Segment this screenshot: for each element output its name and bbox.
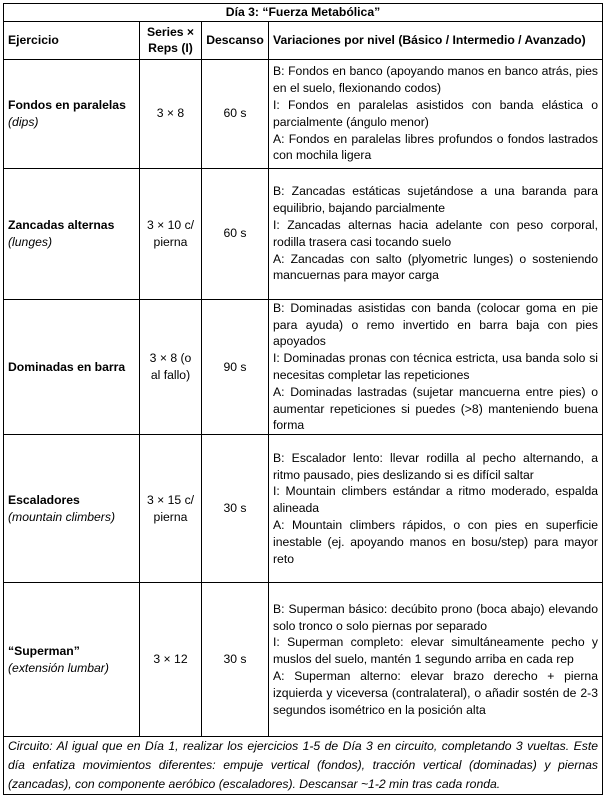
variations-cell [269,583,603,737]
exercise-name: Zancadas alternas [8,218,115,232]
variation-basic: B: Zancadas estáticas sujetándose a una baranda para equilibrio, bajando parcialmente [273,184,598,216]
variation-basic: B: Fondos en banco (apoyando manos en banco atrás, pies en el suelo, flexionando codos) [273,64,598,96]
variation-advanced: A: Fondos en paralelas libres profundos o fondos lastrados con mochila ligera [273,131,598,163]
sets-reps-cell: 3 × 8 [140,59,202,168]
exercise-subtitle: (extensión lumbar) [8,660,109,675]
sets-reps-cell: 3 × 8 (o al fallo) [140,299,202,434]
circuit-note: Circuito: Al igual que en Día 1, realizar los ejercicios 1-5 de Día 3 en circuito, completando 3 vueltas. Este día enfatiza movimientos diferentes: empuje vertical (fondos), tracción vertical (dominadas) y piernas (zancadas), con componente aeróbico (escaladores). Descansar ~1-2 min tras cada ronda. [4,737,603,795]
header-sets-reps: Series × Reps (I) [140,21,202,59]
variation-advanced: A: Superman alterno: elevar brazo derecho + pierna izquierda y viceversa (contralateral), o añadir sostén de 2-3 segundos isométrico en la posición alta [273,669,598,717]
variations-cell [269,299,603,434]
variation-advanced: A: Dominadas lastradas (sujetar mancuerna entre pies) o aumentar repeticiones si puedes (>8) manteniendo buena forma [273,384,598,433]
variation-intermediate: I: Superman completo: elevar simultáneamente pecho y muslos del suelo, mantén 1 segundo arriba en cada rep [273,635,598,667]
variations-cell [269,59,603,168]
sets-reps-cell: 3 × 10 c/ pierna [140,168,202,299]
variation-intermediate: I: Dominadas pronas con técnica estricta, usa banda solo si necesitas completar las repeticiones [273,351,598,382]
variations-cell [269,168,603,299]
variation-intermediate: I: Zancadas alternas hacia adelante con peso corporal, rodilla trasera casi tocando suelo [273,218,598,249]
rest-cell: 30 s [202,435,269,583]
variation-advanced: A: Zancadas con salto (plyometric lunges) o sosteniendo mancuernas para mayor carga [273,251,598,283]
header-variations: Variaciones por nivel (Básico / Intermedio / Avanzado) [269,21,603,59]
table-row [4,435,603,583]
table-title: Día 3: “Fuerza Metabólica” [4,4,603,22]
variation-basic: B: Escalador lento: llevar rodilla al pecho alternando, a ritmo pausado, pies deslizando si es difícil saltar [273,450,598,482]
rest-cell: 90 s [202,299,269,434]
exercise-subtitle: (lunges) [8,234,53,249]
rest-cell: 60 s [202,168,269,299]
exercise-name: Fondos en paralelas [8,98,126,112]
variation-basic: B: Dominadas asistidas con banda (colocar goma en pie para ayuda) o remo invertido en barra baja con pies apoyados [273,300,598,349]
variation-intermediate: I: Mountain climbers estándar a ritmo moderado, espalda alineada [273,484,598,516]
title-row [4,4,603,22]
rest-cell: 60 s [202,59,269,168]
table-row [4,59,603,168]
exercise-name: “Superman” [8,643,80,658]
header-exercise: Ejercicio [4,21,140,59]
table-row [4,299,603,434]
footer-row [4,737,603,795]
exercise-cell [4,435,140,583]
table-row [4,583,603,737]
workout-table [3,3,603,795]
header-rest: Descanso [202,21,269,59]
exercise-cell [4,583,140,737]
variation-basic: B: Superman básico: decúbito prono (boca abajo) elevando solo tronco o solo piernas por separado [273,601,598,633]
rest-cell: 30 s [202,583,269,737]
header-row [4,21,603,59]
exercise-subtitle: (dips) [8,114,39,129]
variation-intermediate: I: Fondos en paralelas asistidos con banda elástica o parcialmente (ángulo menor) [273,98,598,129]
exercise-name: Escaladores [8,492,80,507]
exercise-cell [4,168,140,299]
table-row [4,168,603,299]
exercise-cell [4,299,140,434]
variation-advanced: A: Mountain climbers rápidos, o con pies en superficie inestable (ej. apoyando manos en bosu/step) para mayor reto [273,518,598,566]
exercise-subtitle: (mountain climbers) [8,509,116,524]
sets-reps-cell: 3 × 15 c/ pierna [140,435,202,583]
exercise-cell [4,59,140,168]
exercise-name: Dominadas en barra [8,359,126,374]
sets-reps-cell: 3 × 12 [140,583,202,737]
variations-cell [269,435,603,583]
